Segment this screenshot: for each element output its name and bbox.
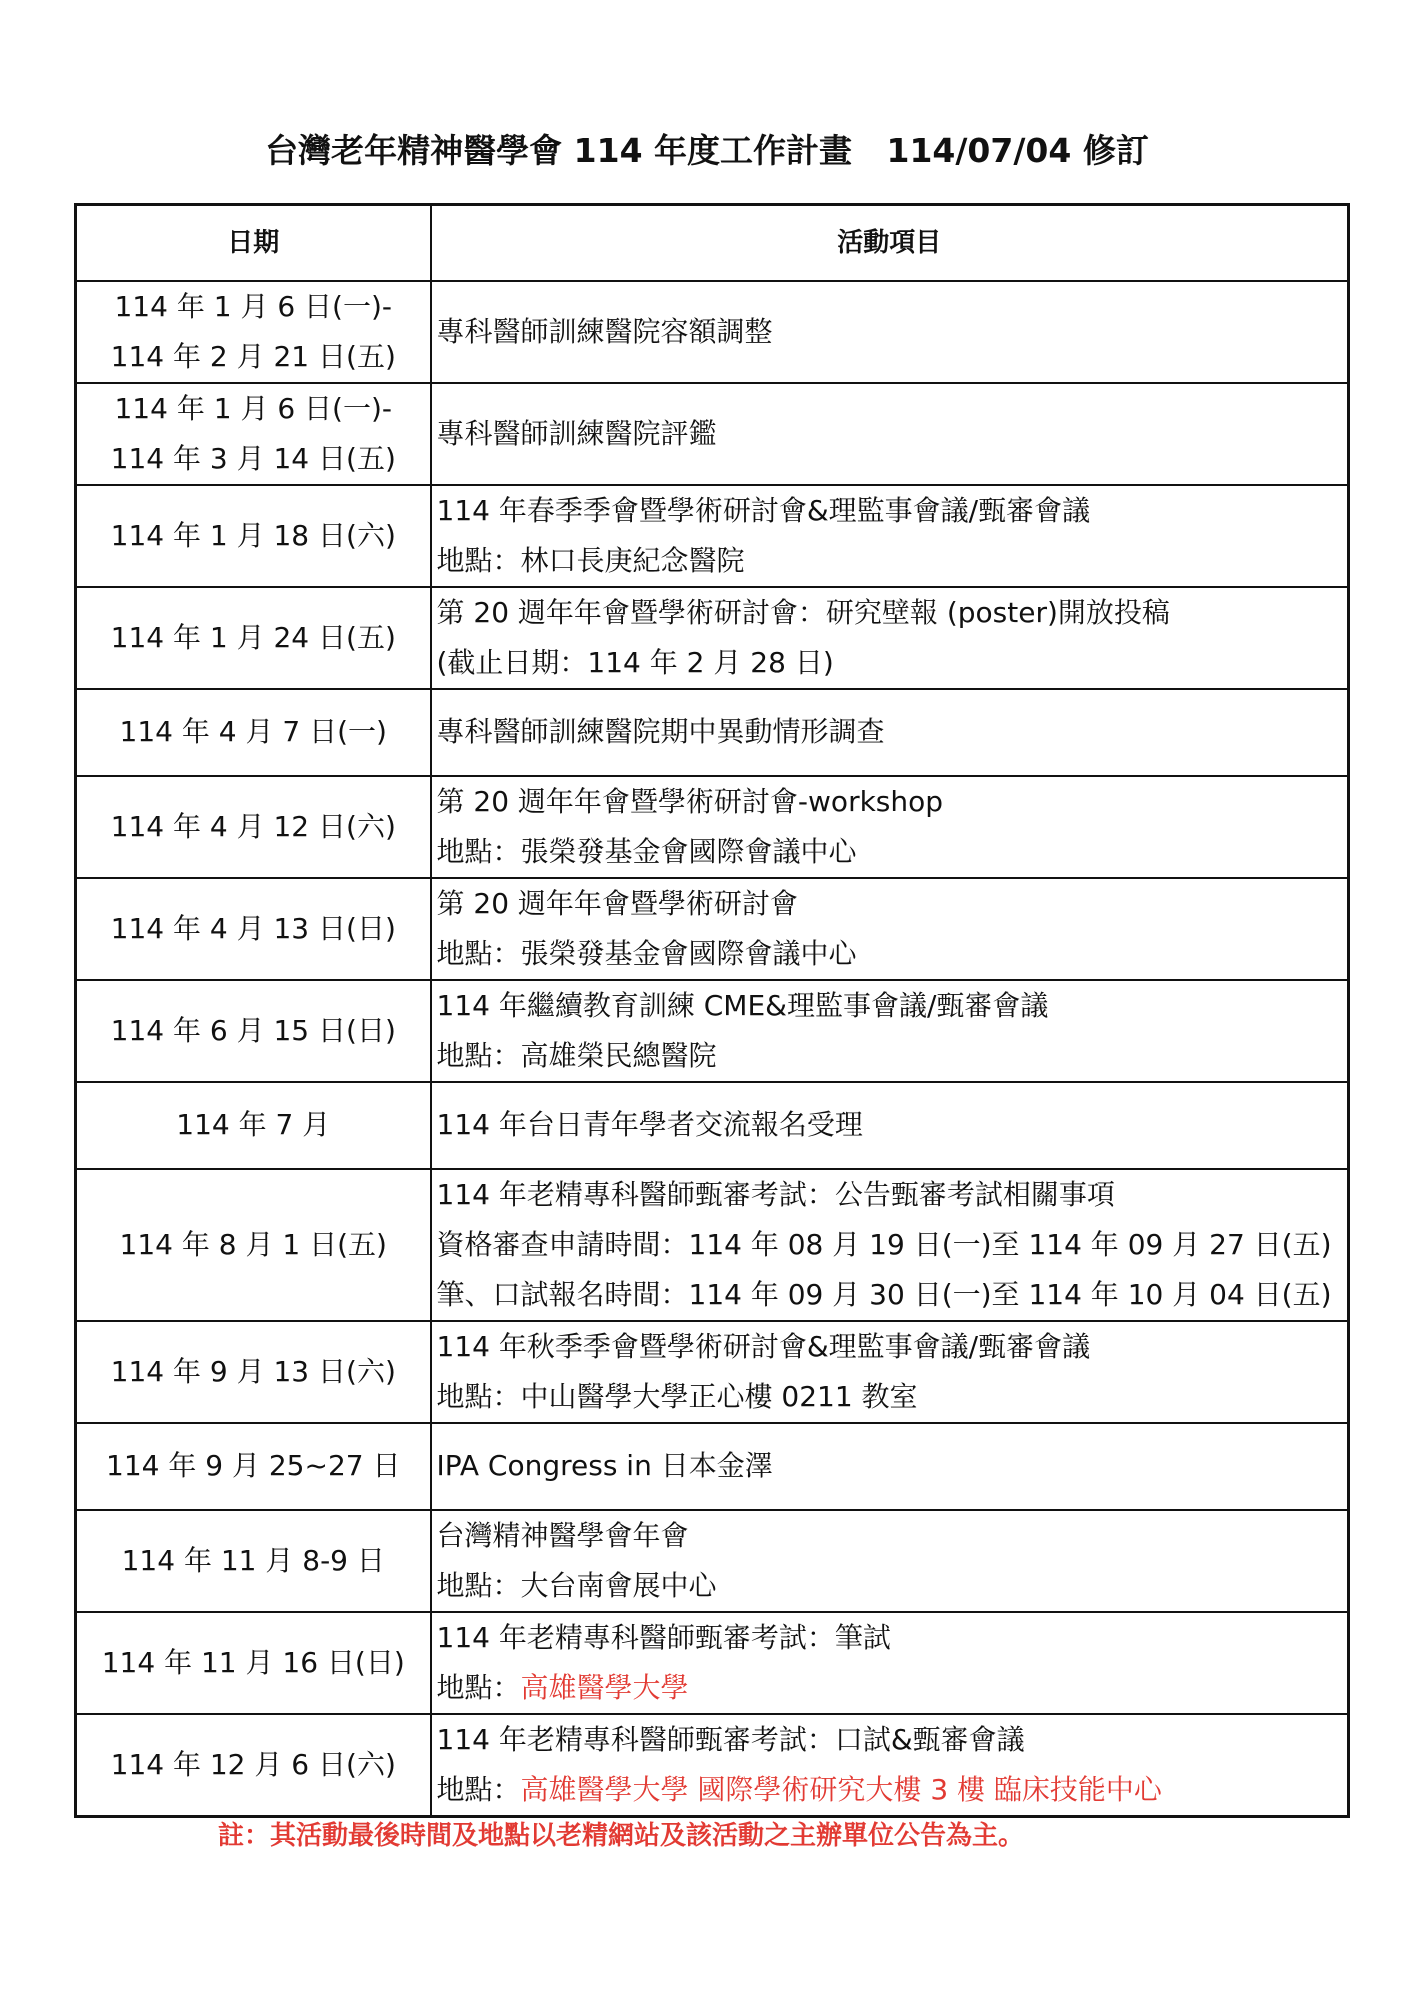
date-cell — [76, 1169, 431, 1321]
date-line: 114 年 4 月 12 日(六) — [110, 809, 396, 843]
table-row — [76, 1082, 1349, 1169]
date-cell — [76, 1714, 431, 1817]
activity-line: 114 年老精專科醫師甄審考試：筆試 — [436, 1620, 891, 1654]
date-line: 114 年 6 月 15 日(日) — [110, 1013, 396, 1047]
date-cell — [76, 776, 431, 878]
table-row — [76, 281, 1349, 383]
location-label: 地點： — [436, 1772, 521, 1806]
activity-line: 地點：大台南會展中心 — [436, 1568, 717, 1602]
date-line: 114 年 1 月 6 日(一)- — [114, 391, 393, 425]
table-row — [76, 485, 1349, 587]
date-line: 114 年 1 月 18 日(六) — [110, 518, 396, 552]
table-row — [76, 383, 1349, 485]
table-row — [76, 980, 1349, 1082]
activity-line: 第 20 週年年會暨學術研討會-workshop — [436, 784, 944, 818]
date-line: 114 年 2 月 21 日(五) — [110, 339, 396, 373]
footnote: 註：其活動最後時間及地點以老精網站及該活動之主辦單位公告為主。 — [218, 1821, 1025, 1851]
date-cell — [76, 383, 431, 485]
activity-line: 專科醫師訓練醫院期中異動情形調查 — [436, 715, 885, 748]
activity-cell — [431, 485, 1349, 587]
activity-line: 筆、口試報名時間：114 年 09 月 30 日(一)至 114 年 10 月 04 日(五) — [436, 1277, 1332, 1311]
activity-column-header: 活動項目 — [431, 205, 1349, 281]
activity-cell — [431, 1321, 1349, 1423]
activity-cell — [431, 878, 1349, 980]
activity-cell — [431, 587, 1349, 689]
table-row — [76, 878, 1349, 980]
date-cell — [76, 878, 431, 980]
page-title: 台灣老年精神醫學會 114 年度工作計畫 114/07/04 修訂 — [265, 131, 1149, 170]
location-highlight: 高雄醫學大學 國際學術研究大樓 3 樓 臨床技能中心 — [520, 1772, 1162, 1806]
activity-line: 專科醫師訓練醫院評鑑 — [436, 416, 717, 450]
activity-line: 地點：張榮發基金會國際會議中心 — [436, 834, 857, 868]
date-cell — [76, 1510, 431, 1612]
activity-cell — [431, 1082, 1349, 1169]
table-row — [76, 1714, 1349, 1817]
date-line: 114 年 12 月 6 日(六) — [110, 1747, 396, 1781]
date-line: 114 年 1 月 6 日(一)- — [114, 289, 393, 323]
location-highlight: 高雄醫學大學 — [520, 1670, 689, 1704]
table-row — [76, 1169, 1349, 1321]
date-cell — [76, 1612, 431, 1714]
activity-cell — [431, 1612, 1349, 1714]
activity-cell — [431, 980, 1349, 1082]
activity-line: 地點：中山醫學大學正心樓 0211 教室 — [436, 1379, 918, 1413]
table-row — [76, 689, 1349, 776]
activity-line: 114 年老精專科醫師甄審考試：公告甄審考試相關事項 — [436, 1177, 1115, 1211]
table-header-row — [76, 205, 1349, 281]
activity-line: 114 年老精專科醫師甄審考試：口試&甄審會議 — [436, 1722, 1025, 1756]
date-cell — [76, 689, 431, 776]
activity-cell — [431, 1510, 1349, 1612]
date-line: 114 年 9 月 25~27 日 — [106, 1449, 401, 1482]
activity-line: 第 20 週年年會暨學術研討會：研究壁報 (poster)開放投稿 — [436, 595, 1170, 629]
work-plan-table — [74, 203, 1350, 1818]
activity-cell — [431, 1714, 1349, 1817]
date-cell — [76, 1321, 431, 1423]
activity-cell — [431, 1169, 1349, 1321]
date-cell — [76, 1423, 431, 1510]
table-row — [76, 587, 1349, 689]
activity-line: 地點：張榮發基金會國際會議中心 — [436, 936, 857, 970]
activity-line: 專科醫師訓練醫院容額調整 — [436, 314, 773, 348]
activity-cell — [431, 281, 1349, 383]
activity-cell — [431, 383, 1349, 485]
activity-line: 地點：林口長庚紀念醫院 — [436, 543, 745, 577]
date-cell — [76, 281, 431, 383]
location-line — [437, 1663, 1348, 1713]
date-line: 114 年 4 月 13 日(日) — [110, 911, 396, 945]
table-row — [76, 1321, 1349, 1423]
table-row — [76, 1612, 1349, 1714]
activity-line: 114 年春季季會暨學術研討會&理監事會議/甄審會議 — [436, 493, 1091, 527]
table-row — [76, 1423, 1349, 1510]
activity-line: (截止日期：114 年 2 月 28 日) — [436, 645, 834, 679]
date-cell — [76, 980, 431, 1082]
date-cell — [76, 1082, 431, 1169]
activity-cell — [431, 689, 1349, 776]
date-cell — [76, 587, 431, 689]
activity-line: 114 年秋季季會暨學術研討會&理監事會議/甄審會議 — [436, 1329, 1091, 1363]
date-line: 114 年 1 月 24 日(五) — [110, 620, 396, 654]
activity-line: 資格審查申請時間：114 年 08 月 19 日(一)至 114 年 09 月 27 日(五) — [436, 1227, 1332, 1261]
activity-line: 第 20 週年年會暨學術研討會 — [436, 886, 798, 920]
date-line: 114 年 8 月 1 日(五) — [119, 1227, 387, 1261]
date-cell — [76, 485, 431, 587]
date-column-header: 日期 — [76, 205, 431, 281]
location-line — [437, 1765, 1348, 1815]
activity-line: 114 年台日青年學者交流報名受理 — [436, 1108, 863, 1141]
activity-cell — [431, 1423, 1349, 1510]
location-label: 地點： — [436, 1670, 521, 1704]
date-line: 114 年 7 月 — [176, 1108, 331, 1141]
activity-line: 地點：高雄榮民總醫院 — [436, 1038, 717, 1072]
date-line: 114 年 4 月 7 日(一) — [119, 715, 387, 748]
date-line: 114 年 11 月 16 日(日) — [101, 1645, 405, 1679]
table-row — [76, 1510, 1349, 1612]
date-line: 114 年 3 月 14 日(五) — [110, 441, 396, 475]
table-row — [76, 776, 1349, 878]
date-line: 114 年 11 月 8-9 日 — [121, 1543, 385, 1577]
activity-line: 台灣精神醫學會年會 — [436, 1518, 689, 1552]
date-line: 114 年 9 月 13 日(六) — [110, 1354, 396, 1388]
activity-cell — [431, 776, 1349, 878]
activity-line: 114 年繼續教育訓練 CME&理監事會議/甄審會議 — [436, 988, 1049, 1022]
activity-line: IPA Congress in 日本金澤 — [436, 1449, 773, 1482]
